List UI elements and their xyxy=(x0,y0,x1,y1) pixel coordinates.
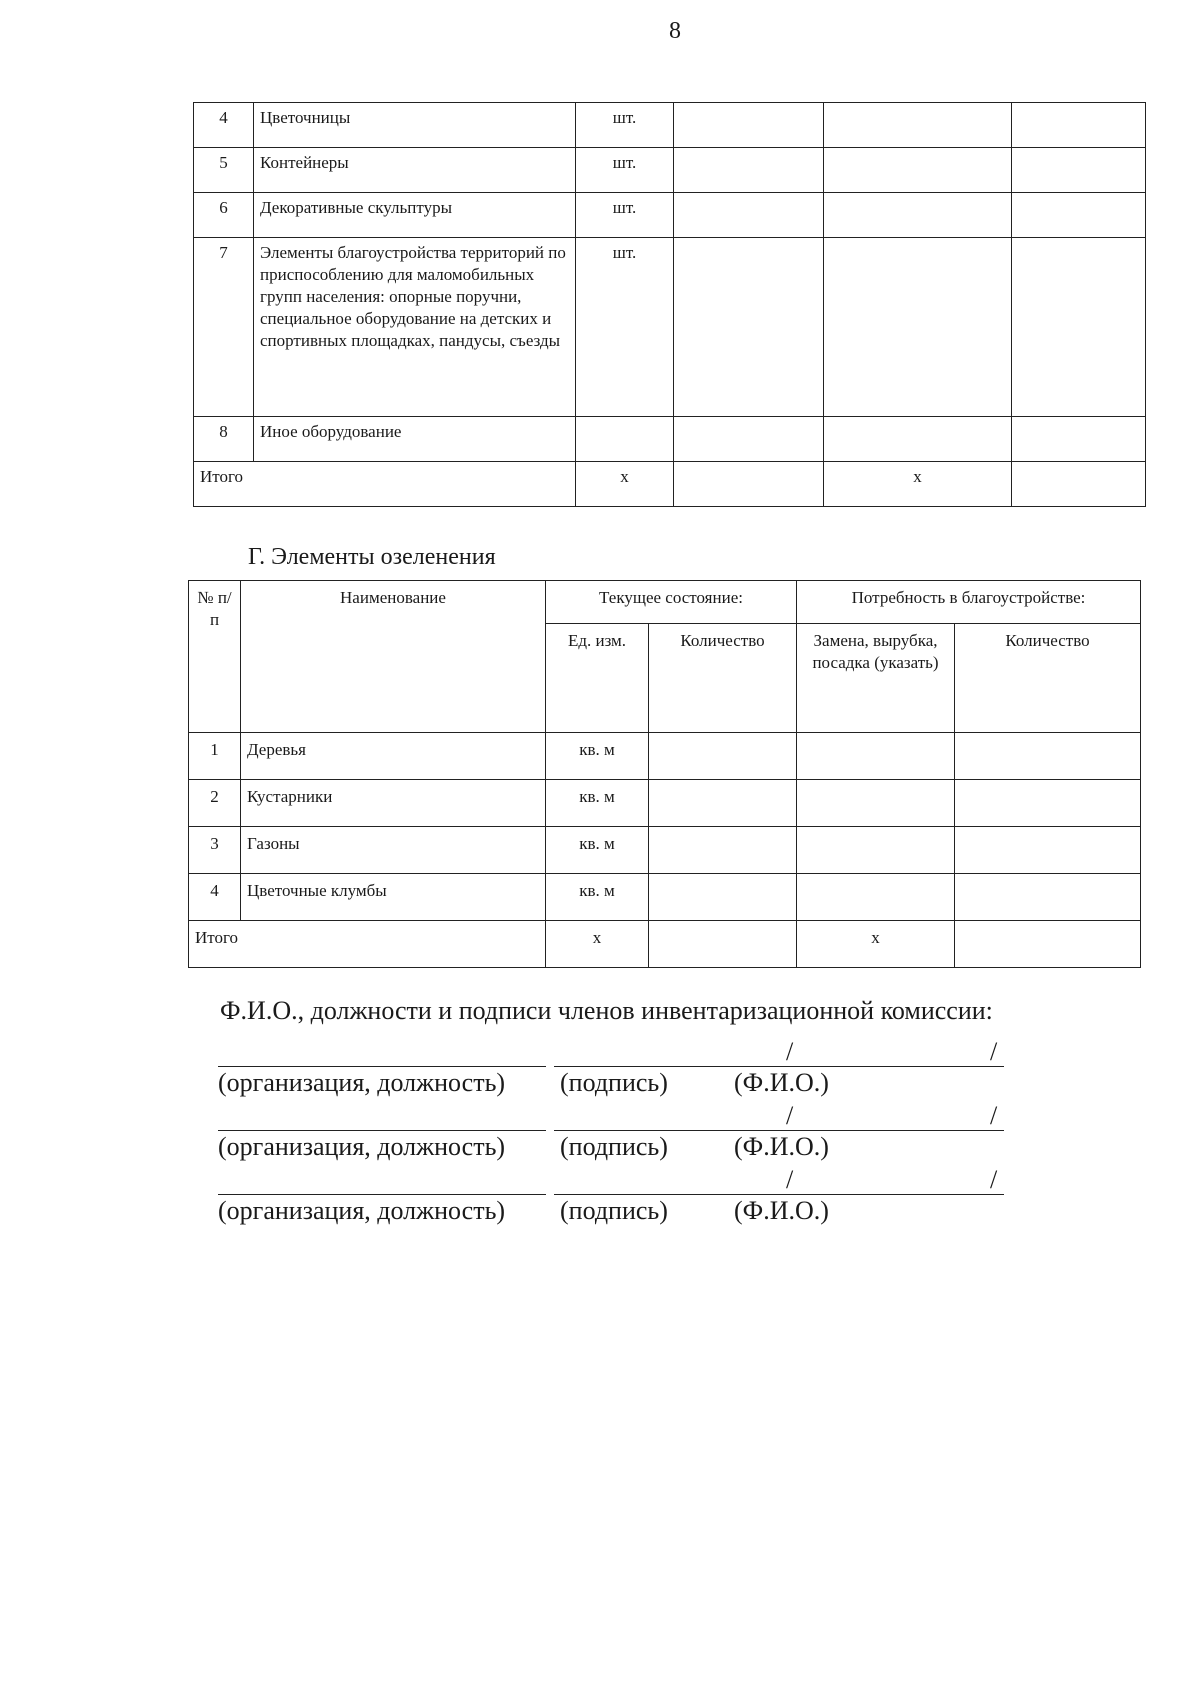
caption-org: (организация, должность) xyxy=(218,1132,506,1161)
header-row xyxy=(189,581,1141,624)
table-row xyxy=(194,103,1146,148)
table-row xyxy=(189,874,1141,921)
signature-block xyxy=(218,1038,1018,1100)
item-name: Газоны xyxy=(241,827,546,874)
caption-sign: (подпись) xyxy=(560,1132,668,1161)
slash: / xyxy=(786,1165,794,1194)
empty-cell xyxy=(824,148,1012,193)
empty-cell xyxy=(649,921,797,968)
empty-cell xyxy=(797,780,955,827)
item-name: Элементы благоустройства территорий по приспособлению для маломобильных групп населения: опорные поручни, специальное оборудование на детских и спортивных площадках, пандусы, съезды xyxy=(254,238,576,417)
caption-sign: (подпись) xyxy=(560,1068,668,1097)
empty-cell xyxy=(649,733,797,780)
table-row xyxy=(189,733,1141,780)
empty-cell xyxy=(674,238,824,417)
slash: / xyxy=(786,1101,794,1130)
equipment-table xyxy=(193,102,1146,507)
caption-fio: (Ф.И.О.) xyxy=(734,1068,829,1097)
header-replacement: Замена, вырубка, посадка (указать) xyxy=(797,624,955,733)
org-line[interactable] xyxy=(218,1102,546,1131)
slash: / xyxy=(990,1165,998,1194)
item-name: Контейнеры xyxy=(254,148,576,193)
empty-cell xyxy=(674,462,824,507)
table-row xyxy=(189,827,1141,874)
unit-cell xyxy=(576,417,674,462)
caption-fio: (Ф.И.О.) xyxy=(734,1196,829,1225)
empty-cell xyxy=(797,733,955,780)
total-mark: х xyxy=(797,921,955,968)
empty-cell xyxy=(824,417,1012,462)
greenery-table xyxy=(188,580,1141,968)
empty-cell xyxy=(955,874,1141,921)
empty-cell xyxy=(649,780,797,827)
item-name: Кустарники xyxy=(241,780,546,827)
empty-cell xyxy=(1012,103,1146,148)
empty-cell xyxy=(649,874,797,921)
header-need: Потребность в благоустройстве: xyxy=(797,581,1141,624)
header-name: Наименование xyxy=(241,581,546,733)
empty-cell xyxy=(797,827,955,874)
signature-line[interactable] xyxy=(554,1102,1004,1131)
unit-cell: кв. м xyxy=(546,827,649,874)
empty-cell xyxy=(674,103,824,148)
unit-cell: кв. м xyxy=(546,780,649,827)
row-number: 3 xyxy=(189,827,241,874)
row-number: 2 xyxy=(189,780,241,827)
empty-cell xyxy=(1012,238,1146,417)
empty-cell xyxy=(955,827,1141,874)
section-title: Г. Элементы озеленения xyxy=(248,544,496,570)
slash: / xyxy=(990,1037,998,1066)
unit-cell: шт. xyxy=(576,103,674,148)
page-number: 8 xyxy=(669,18,681,44)
caption-fio: (Ф.И.О.) xyxy=(734,1132,829,1161)
total-label: Итого xyxy=(189,921,546,968)
row-number: 1 xyxy=(189,733,241,780)
item-name: Цветочницы xyxy=(254,103,576,148)
empty-cell xyxy=(955,780,1141,827)
table-row xyxy=(194,148,1146,193)
item-name: Деревья xyxy=(241,733,546,780)
total-unit: х xyxy=(546,921,649,968)
empty-cell xyxy=(955,921,1141,968)
empty-cell xyxy=(1012,462,1146,507)
row-number: 5 xyxy=(194,148,254,193)
caption-sign: (подпись) xyxy=(560,1196,668,1225)
total-row xyxy=(194,462,1146,507)
total-mark: х xyxy=(824,462,1012,507)
row-number: 8 xyxy=(194,417,254,462)
empty-cell xyxy=(674,193,824,238)
row-number: 4 xyxy=(194,103,254,148)
empty-cell xyxy=(797,874,955,921)
total-label: Итого xyxy=(194,462,576,507)
total-row xyxy=(189,921,1141,968)
empty-cell xyxy=(955,733,1141,780)
unit-cell: шт. xyxy=(576,193,674,238)
signature-block xyxy=(218,1166,1018,1228)
empty-cell xyxy=(1012,148,1146,193)
org-line[interactable] xyxy=(218,1166,546,1195)
signatures-heading: Ф.И.О., должности и подписи членов инвентаризационной комиссии: xyxy=(220,996,993,1025)
empty-cell xyxy=(649,827,797,874)
signature-line[interactable] xyxy=(554,1166,1004,1195)
empty-cell xyxy=(824,238,1012,417)
header-num: № п/п xyxy=(189,581,241,733)
slash: / xyxy=(786,1037,794,1066)
table-row xyxy=(194,193,1146,238)
empty-cell xyxy=(1012,193,1146,238)
empty-cell xyxy=(824,103,1012,148)
empty-cell xyxy=(824,193,1012,238)
caption-org: (организация, должность) xyxy=(218,1068,506,1097)
empty-cell xyxy=(674,148,824,193)
org-line[interactable] xyxy=(218,1038,546,1067)
total-unit: х xyxy=(576,462,674,507)
unit-cell: кв. м xyxy=(546,874,649,921)
signature-block xyxy=(218,1102,1018,1164)
empty-cell xyxy=(1012,417,1146,462)
table-row xyxy=(194,417,1146,462)
empty-cell xyxy=(674,417,824,462)
slash: / xyxy=(990,1101,998,1130)
row-number: 6 xyxy=(194,193,254,238)
header-quantity-2: Количество xyxy=(955,624,1141,733)
item-name: Цветочные клумбы xyxy=(241,874,546,921)
item-name: Иное оборудование xyxy=(254,417,576,462)
header-unit: Ед. изм. xyxy=(546,624,649,733)
signature-line[interactable] xyxy=(554,1038,1004,1067)
unit-cell: шт. xyxy=(576,148,674,193)
header-quantity: Количество xyxy=(649,624,797,733)
table-row xyxy=(189,780,1141,827)
unit-cell: кв. м xyxy=(546,733,649,780)
caption-org: (организация, должность) xyxy=(218,1196,506,1225)
row-number: 4 xyxy=(189,874,241,921)
header-current-state: Текущее состояние: xyxy=(546,581,797,624)
unit-cell: шт. xyxy=(576,238,674,417)
table-row xyxy=(194,238,1146,417)
item-name: Декоративные скульптуры xyxy=(254,193,576,238)
row-number: 7 xyxy=(194,238,254,417)
